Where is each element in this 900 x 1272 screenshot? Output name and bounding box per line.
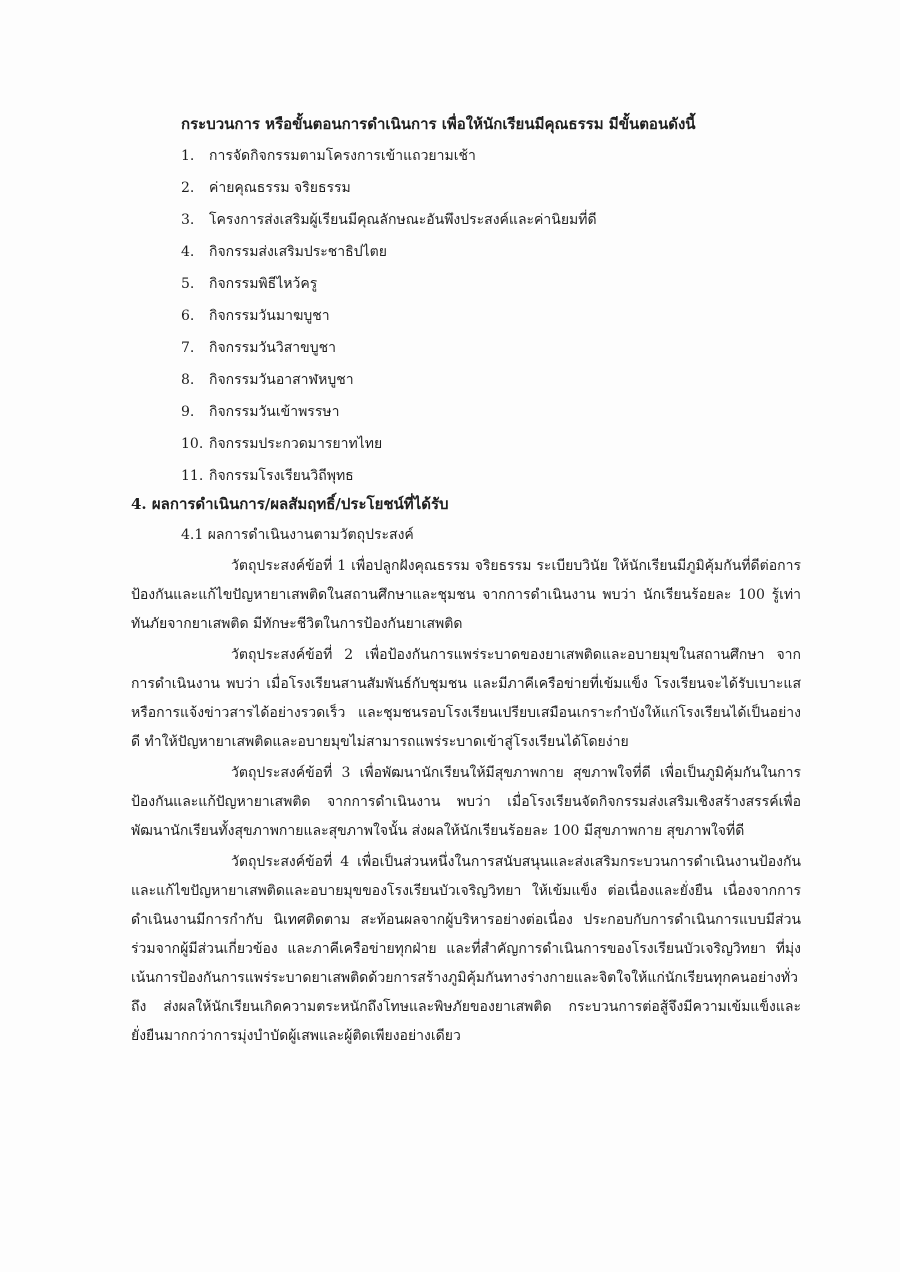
list-item-number: 7.: [181, 340, 195, 356]
section-title: 4. ผลการดำเนินการ/ผลสัมฤทธิ์/ประโยชน์ที่ได้รับ: [131, 495, 449, 513]
list-item-number: 1.: [181, 148, 195, 164]
list-item-number: 3.: [181, 212, 195, 228]
list-item-number: 11.: [181, 468, 204, 484]
list-item: [181, 272, 597, 304]
list-item-text: กิจกรรมวันเข้าพรรษา: [209, 404, 340, 420]
objective-paragraph-4: วัตถุประสงค์ข้อที่ 4 เพื่อเป็นส่วนหนึ่งในการสนับสนุนและส่งเสริมกระบวนการดำเนินงานป้องกันและแก้ไขปัญหายาเสพติดและอบายมุขของโรงเรียนบัวเจริญวิทยา ให้เข้มแข็ง ต่อเนื่องและยั่งยืน เนื่องจากการดำเนินงานมีการกำกับ นิเทศติดตาม สะท้อนผลจากผู้บริหารอย่างต่อเนื่อง ประกอบกับการดำเนินการแบบมีส่วนร่วมจากผู้มีส่วนเกี่ยวข้อง และภาคีเครือข่ายทุกฝ่าย และที่สำคัญการดำเนินการของโรงเรียนบัวเจริญวิทยา ที่มุ่งเน้นการป้องกันการแพร่ระบาดยาเสพติดด้วยการสร้างภูมิคุ้มกันทางร่างกายและจิตใจให้แก่นักเรียนทุกคนอย่างทั่วถึง ส่งผลให้นักเรียนเกิดความตระหนักถึงโทษและพิษภัยของยาเสพติด กระบวนการต่อสู้จึงมีความเข้มแข็งและยั่งยืนมากกว่าการมุ่งบำบัดผู้เสพและผู้ติดเพียงอย่างเดียว: [131, 854, 801, 1044]
list-item: [181, 336, 597, 368]
list-item-text: กิจกรรมวันวิสาขบูชา: [209, 340, 336, 356]
list-item: [181, 304, 597, 336]
activity-list: [181, 144, 597, 496]
list-item-text: ค่ายคุณธรรม จริยธรรม: [209, 180, 351, 196]
list-item-text: กิจกรรมส่งเสริมประชาธิปไตย: [209, 244, 387, 260]
list-item-text: กิจกรรมโรงเรียนวิถีพุทธ: [209, 468, 354, 484]
objective-paragraph-3: วัตถุประสงค์ข้อที่ 3 เพื่อพัฒนานักเรียนให้มีสุขภาพกาย สุขภาพใจที่ดี เพื่อเป็นภูมิคุ้มกันในการป้องกันและแก้ปัญหายาเสพติด จากการดำเนินงาน พบว่า เมื่อโรงเรียนจัดกิจกรรมส่งเสริมเชิงสร้างสรรค์เพื่อพัฒนานักเรียนทั้งสุขภาพกายและสุขภาพใจนั้น ส่งผลให้นักเรียนร้อยละ 100 มีสุขภาพกาย สุขภาพใจที่ดี: [131, 765, 801, 839]
list-item-number: 6.: [181, 308, 195, 324]
list-item: [181, 432, 597, 464]
list-item: [181, 240, 597, 272]
list-item-text: กิจกรรมวันอาสาฬหบูชา: [209, 372, 354, 388]
list-item-number: 10.: [181, 436, 204, 452]
list-item: [181, 400, 597, 432]
objective-paragraph-1: วัตถุประสงค์ข้อที่ 1 เพื่อปลูกฝังคุณธรรม จริยธรรม ระเบียบวินัย ให้นักเรียนมีภูมิคุ้มกันที่ดีต่อการป้องกันและแก้ไขปัญหายาเสพติดในสถานศึกษาและชุมชน จากการดำเนินงาน พบว่า นักเรียนร้อยละ 100 รู้เท่าทันภัยจากยาเสพติด มีทักษะชีวิตในการป้องกันยาเสพติด: [131, 558, 801, 632]
process-heading: กระบวนการ หรือขั้นตอนการดำเนินการ เพื่อให้นักเรียนมีคุณธรรม มีขั้นตอนดังนี้: [181, 115, 696, 133]
list-item-number: 4.: [181, 244, 195, 260]
list-item-text: กิจกรรมวันมาฆบูชา: [209, 308, 330, 324]
list-item: [181, 208, 597, 240]
list-item: [181, 144, 597, 176]
list-item-number: 2.: [181, 180, 195, 196]
list-item-text: การจัดกิจกรรมตามโครงการเข้าแถวยามเช้า: [209, 148, 476, 164]
subsection-title: 4.1 ผลการดำเนินงานตามวัตถุประสงค์: [181, 527, 414, 543]
list-item-number: 9.: [181, 404, 195, 420]
list-item-text: กิจกรรมพิธีไหว้ครู: [209, 276, 318, 292]
list-item: [181, 368, 597, 400]
list-item: [181, 176, 597, 208]
objective-paragraph-2: วัตถุประสงค์ข้อที่ 2 เพื่อป้องกันการแพร่ระบาดของยาเสพติดและอบายมุขในสถานศึกษา จากการดำเนินงาน พบว่า เมื่อโรงเรียนสานสัมพันธ์กับชุมชน และมีภาคีเครือข่ายที่เข้มแข็ง โรงเรียนจะได้รับเบาะแสหรือการแจ้งข่าวสารได้อย่างรวดเร็ว และชุมชนรอบโรงเรียนเปรียบเสมือนเกราะกำบังให้แก่โรงเรียนได้เป็นอย่างดี ทำให้ปัญหายาเสพติดและอบายมุขไม่สามารถแพร่ระบาดเข้าสู่โรงเรียนได้โดยง่าย: [131, 647, 801, 750]
list-item-number: 8.: [181, 372, 195, 388]
list-item-number: 5.: [181, 276, 195, 292]
list-item-text: กิจกรรมประกวดมารยาทไทย: [209, 436, 383, 452]
list-item-text: โครงการส่งเสริมผู้เรียนมีคุณลักษณะอันพึงประสงค์และค่านิยมที่ดี: [209, 212, 597, 228]
results-body: [131, 552, 801, 1053]
